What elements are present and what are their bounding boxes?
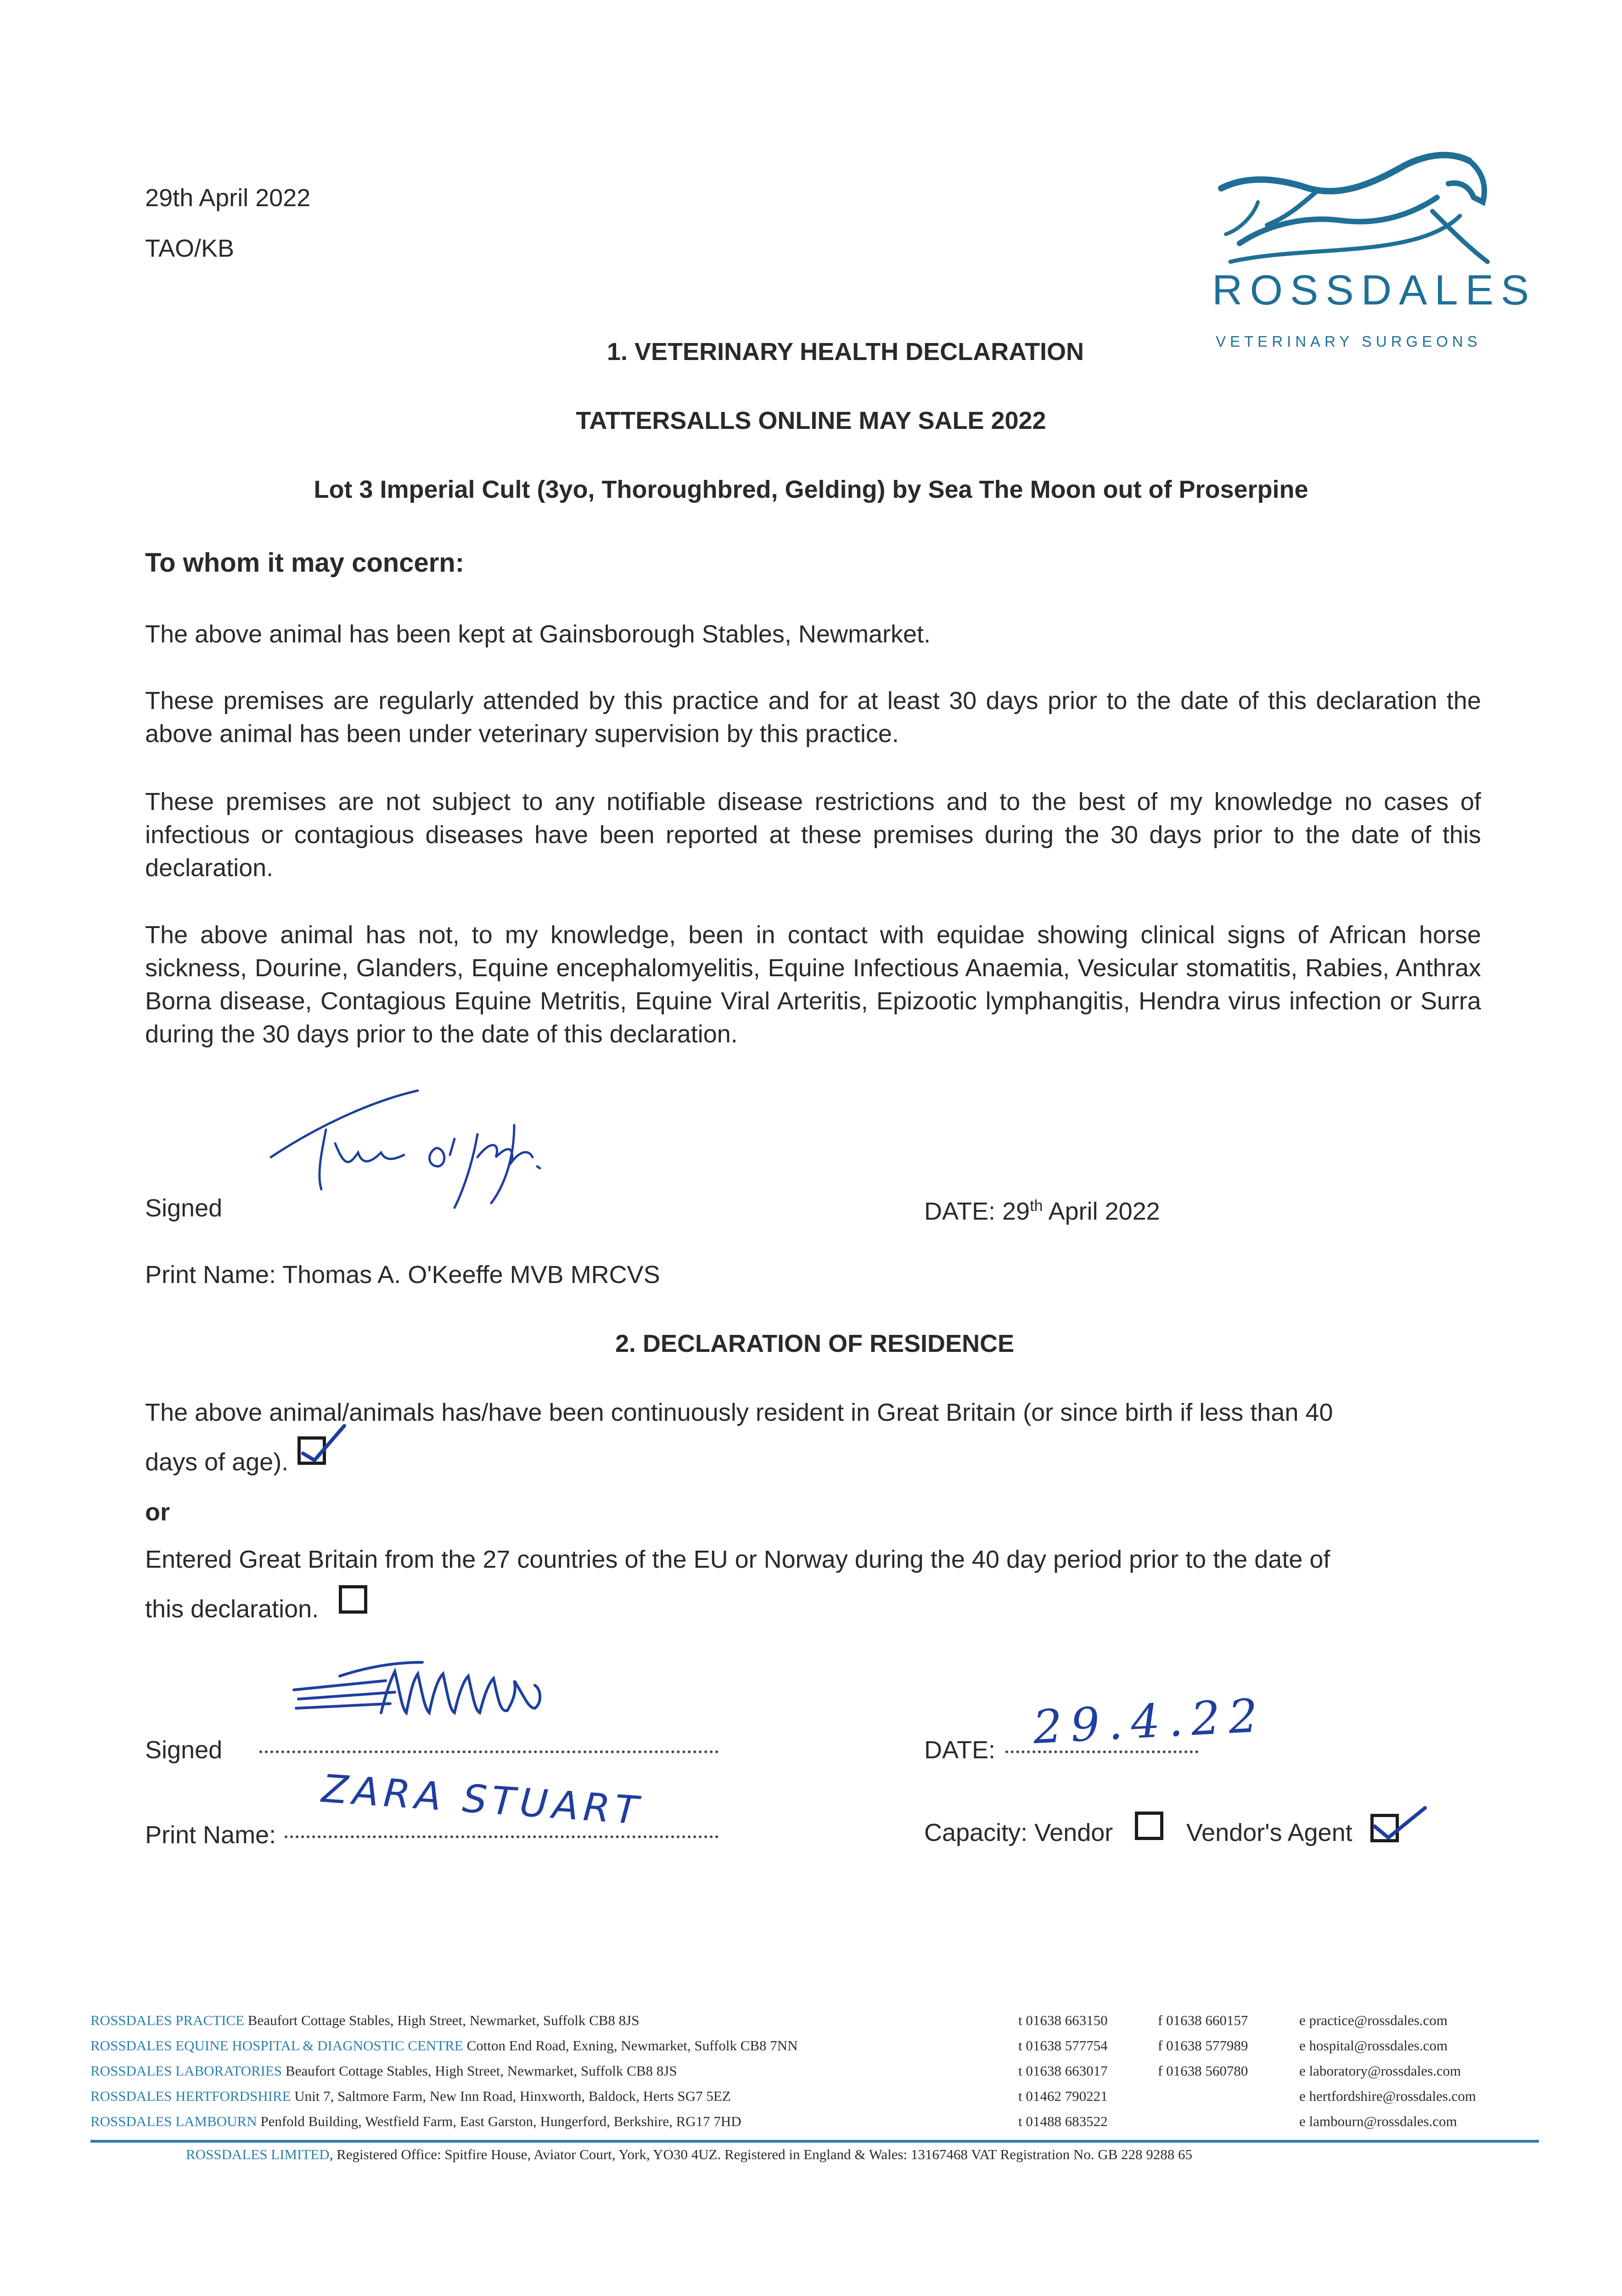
footer-address-2: Beaufort Cottage Stables, High Street, Newmarket, Suffolk CB8 8JS [282,2063,677,2079]
lot-title: Lot 3 Imperial Cult (3yo, Thoroughbred, Gelding) by Sea The Moon out of Proserpine [314,476,1308,503]
footer-tel-0: t 01638 663150 [1018,2012,1108,2028]
footer-address-3: Unit 7, Saltmore Farm, New Inn Road, Hinxworth, Baldock, Herts SG7 5EZ [291,2088,731,2104]
footer-tel-4: t 01488 683522 [1018,2113,1108,2129]
check-mark-icon [296,1421,347,1472]
vendors-agent-label: Vendor's Agent [1186,1819,1353,1846]
paragraph-2: These premises are regularly attended by this practice and for at least 30 days prior to the date of this declaration the above animal has been under veterinary supervision by this practice. [145,687,1481,748]
vendor-checkbox[interactable] [1135,1812,1163,1840]
signature-line-2 [259,1750,718,1753]
footer-email-2[interactable]: e laboratory@rossdales.com [1299,2063,1461,2079]
section1-title: 1. VETERINARY HEALTH DECLARATION [607,338,1084,366]
residence-checkbox[interactable] [297,1436,326,1465]
logo-tagline: VETERINARY SURGEONS [1216,333,1482,350]
option2-text-line1: Entered Great Britain from the 27 countries of the EU or Norway during the 40 day period prior to the date of [145,1546,1330,1573]
handwritten-print-name: ZARA STUART [320,1766,645,1834]
handwritten-date: 29.4.22 [1032,1688,1268,1755]
footer-tel-1: t 01638 577754 [1018,2037,1108,2054]
date-1 [924,1189,1160,1228]
date-1-suffix: th [1030,1197,1043,1215]
section2-title: 2. DECLARATION OF RESIDENCE [615,1330,1015,1357]
signed-label-1: Signed [145,1194,223,1222]
footer-address-1: Cotton End Road, Exning, Newmarket, Suffolk CB8 7NN [463,2037,798,2054]
letter-reference: TAO/KB [145,235,235,262]
footer-name-1: ROSSDALES EQUINE HOSPITAL & DIAGNOSTIC CENTRE Cotton End Road, Exning, Newmarket, Suffolk CB8 7NN [90,2037,798,2054]
option1-text-line2: days of age). [145,1448,289,1476]
footer-email-1[interactable]: e hospital@rossdales.com [1299,2037,1448,2054]
signed-label-2: Signed [145,1736,223,1764]
date-1-label: DATE: 29 [924,1198,1030,1225]
print-name-1: Print Name: Thomas A. O'Keeffe MVB MRCVS [145,1261,660,1289]
paragraph-4: The above animal has not, to my knowledge, been in contact with equidae showing clinical signs of African horse sickness, Dourine, Glanders, Equine encephalomyelitis, Equine Infectious Anaemia, Vesicular stomatitis, Rabies, Anthrax Borna disease, Contagious Equine Metritis, Equine Viral Arteritis, Epizootic lymphangitis, Hendra virus infection or Surra during the 30 days prior to the date of this declaration. [145,921,1481,1048]
sale-title: TATTERSALLS ONLINE MAY SALE 2022 [576,407,1046,434]
check-mark-icon [1370,1801,1430,1851]
footer-address-4: Penfold Building, Westfield Farm, East Garston, Hungerford, Berkshire, RG17 7HD [257,2113,741,2129]
registered-name: ROSSDALES LIMITED [186,2146,330,2162]
agent-signature [285,1653,606,1745]
paragraph-3: These premises are not subject to any notifiable disease restrictions and to the best of my knowledge no cases of infectious or contagious diseases have been reported at these premises during the 30 days prior to the date of this declaration. [145,788,1481,882]
option1-text-line1: The above animal/animals has/have been continuously resident in Great Britain (or since birth if less than 40 [145,1399,1333,1426]
footer-fax-2: f 01638 560780 [1158,2063,1248,2079]
vendors-agent-checkbox[interactable] [1370,1814,1399,1842]
footer-address-0: Beaufort Cottage Stables, High Street, Newmarket, Suffolk CB8 8JS [244,2012,640,2028]
date-1-rest: April 2022 [1043,1198,1160,1225]
date-label-2: DATE: [924,1736,996,1764]
or-label: or [145,1498,170,1526]
vet-signature [257,1075,588,1221]
footer-tel-2: t 01638 663017 [1018,2063,1108,2079]
footer-tel-3: t 01462 790221 [1018,2088,1108,2104]
eu-entry-checkbox[interactable] [339,1585,367,1614]
footer-name-4: ROSSDALES LAMBOURN Penfold Building, Westfield Farm, East Garston, Hungerford, Berkshire, RG17 7HD [90,2113,741,2129]
footer-email-0[interactable]: e practice@rossdales.com [1299,2012,1448,2028]
footer-name-3: ROSSDALES HERTFORDSHIRE Unit 7, Saltmore Farm, New Inn Road, Hinxworth, Baldock, Herts SG7 5EZ [90,2088,731,2104]
horse-logo-icon [1212,147,1497,285]
footer-fax-0: f 01638 660157 [1158,2012,1248,2028]
footer-divider [90,2140,1539,2143]
footer-email-4[interactable]: e lambourn@rossdales.com [1299,2113,1457,2129]
letter-date: 29th April 2022 [145,184,311,212]
footer-name-0: ROSSDALES PRACTICE Beaufort Cottage Stables, High Street, Newmarket, Suffolk CB8 8JS [90,2012,640,2028]
registered-text: , Registered Office: Spitfire House, Aviator Court, York, YO30 4UZ. Registered in England & Wales: 13167468 VAT Registration No. GB 228 9288 65 [329,2146,1193,2162]
paragraph-1: The above animal has been kept at Gainsborough Stables, Newmarket. [145,620,931,648]
rossdales-logo [1212,147,1537,354]
registered-office [186,2145,1192,2164]
print-name-line-2 [285,1835,718,1838]
footer-name-2: ROSSDALES LABORATORIES Beaufort Cottage Stables, High Street, Newmarket, Suffolk CB8 8JS [90,2063,677,2079]
option2-text-line2: this declaration. [145,1595,319,1623]
footer-email-3[interactable]: e hertfordshire@rossdales.com [1299,2088,1476,2104]
footer-fax-1: f 01638 577989 [1158,2037,1248,2054]
logo-name: ROSSDALES [1212,267,1537,314]
capacity-vendor-label: Capacity: Vendor [924,1819,1113,1846]
print-name-label-2: Print Name: [145,1821,276,1849]
salutation: To whom it may concern: [145,548,465,578]
